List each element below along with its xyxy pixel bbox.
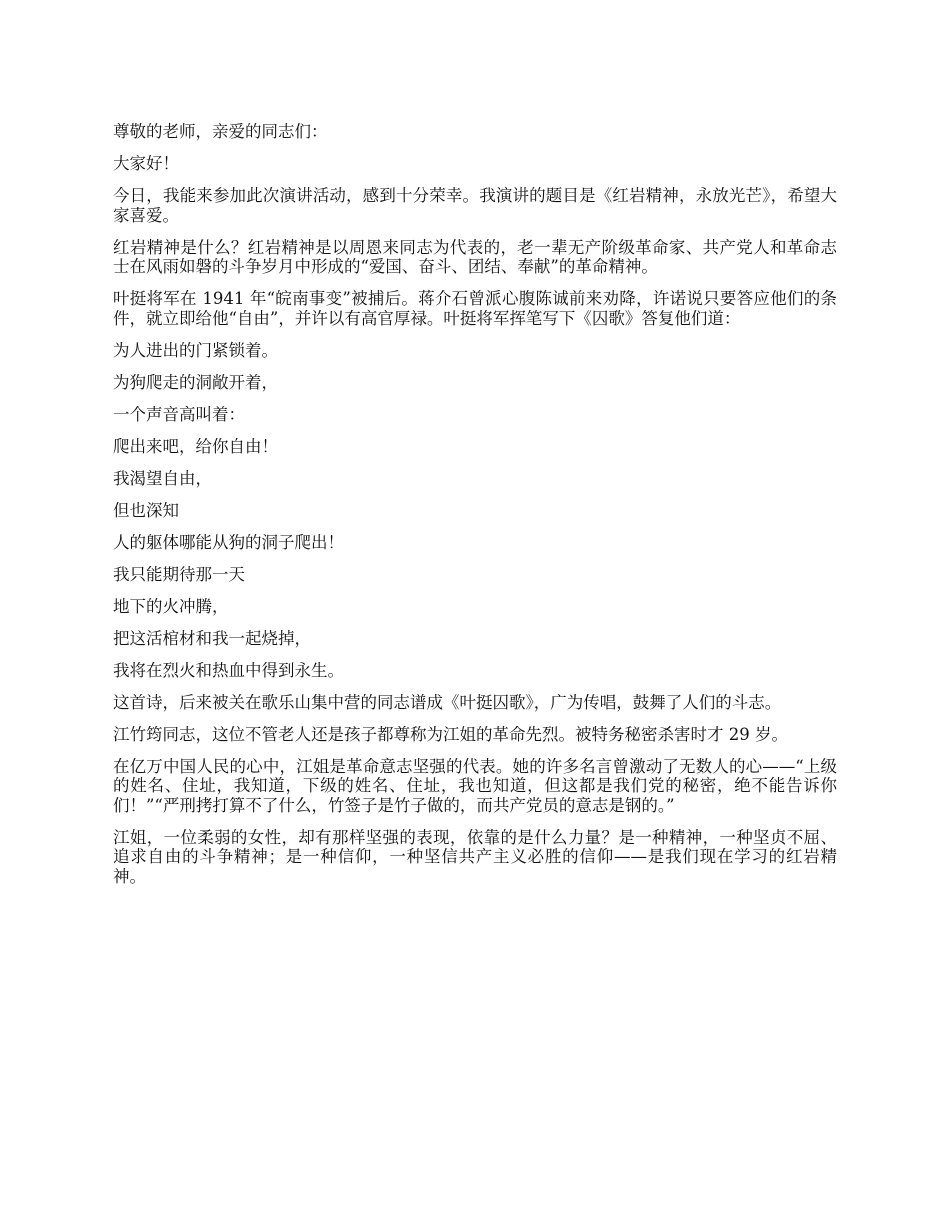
poem-line: 人的躯体哪能从狗的洞子爬出！ [113, 532, 344, 552]
paragraph: 红岩精神是什么？红岩精神是以周恩来同志为代表的，老一辈无产阶级革命家、共产党人和革命志士在风雨如磐的斗争岁月中形成的“爱国、奋斗、团结、奉献”的革命精神。 [113, 237, 837, 276]
paragraph: 在亿万中国人民的心中，江姐是革命意志坚强的代表。她的许多名言曾激动了无数人的心——“上级的姓名、住址，我知道，下级的姓名、住址，我也知道，但这都是我们党的秘密，绝不能告诉你们！”“严刑拷打算不了什么，竹签子是竹子做的，而共产党员的意志是钢的。” [113, 756, 837, 815]
poem-line: 地下的火冲腾， [113, 596, 229, 616]
paragraph: 江竹筠同志，这位不管老人还是孩子都尊称为江姐的革命先烈。被特务秘密杀害时才 29 岁。 [113, 724, 788, 744]
poem-line: 我只能期待那一天 [113, 564, 245, 584]
paragraph: 江姐，一位柔弱的女性，却有那样坚强的表现，依靠的是什么力量？是一种精神，一种坚贞不屈、追求自由的斗争精神；是一种信仰，一种坚信共产主义必胜的信仰——是我们现在学习的红岩精神。 [113, 827, 837, 886]
salutation: 尊敬的老师，亲爱的同志们： [113, 122, 328, 141]
greeting: 大家好！ [113, 154, 179, 173]
poem-line: 一个声音高叫着： [113, 404, 245, 424]
paragraph: 今日，我能来参加此次演讲活动，感到十分荣幸。我演讲的题目是《红岩精神，永放光芒》，希望大家喜爱。 [113, 186, 837, 225]
poem-line: 把这活棺材和我一起烧掉， [113, 628, 311, 648]
poem-line: 爬出来吧，给你自由！ [113, 436, 278, 456]
paragraph: 叶挺将军在 1941 年“皖南事变”被捕后。蒋介石曾派心腹陈诚前来劝降，许诺说只要答应他们的条件，就立即给他“自由”，并许以有高官厚禄。叶挺将军挥笔写下《囚歌》答复他们道： [113, 289, 837, 328]
poem-line: 为人进出的门紧锁着。 [113, 340, 278, 360]
poem-line: 我渴望自由， [113, 468, 212, 488]
poem-line: 但也深知 [113, 500, 179, 520]
document-body [113, 122, 837, 899]
poem-line: 为狗爬走的洞敞开着， [113, 372, 278, 392]
poem-line: 我将在烈火和热血中得到永生。 [113, 660, 344, 680]
paragraph: 这首诗，后来被关在歌乐山集中营的同志谱成《叶挺囚歌》，广为传唱，鼓舞了人们的斗志。 [113, 692, 782, 712]
